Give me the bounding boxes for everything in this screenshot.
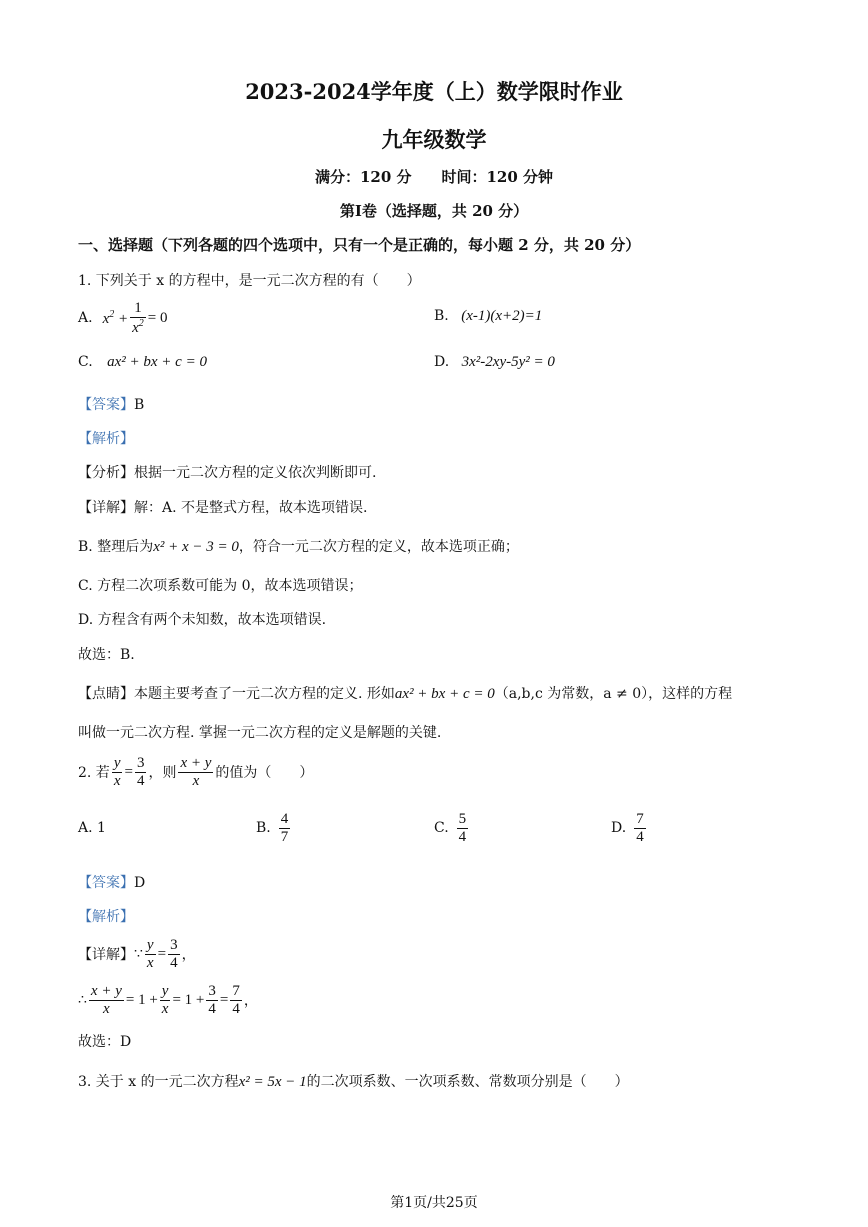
q1-option-b-expr: (x-1)(x+2)=1: [461, 308, 543, 324]
q1-detail-a: 【详解】解：A. 不是整式方程，故本选项错误.: [78, 500, 368, 516]
q1-option-a-expr: $x^2$ +: [102, 308, 129, 327]
q1-stem: 1. 下列关于 x 的方程中，是一元二次方程的有（ ）: [78, 273, 421, 289]
q2-option-a: A. 1: [78, 820, 106, 836]
q1-option-c-expr: ax² + bx + c = 0: [107, 354, 207, 370]
q2-analysis-tag: 【解析】: [78, 909, 134, 925]
q2-fraction-3-over-4: $\frac{3}{4}$: [136, 755, 145, 789]
q1-comment-line1: 【点睛】本题主要考查了一元二次方程的定义. 形如ax² + bx + c = 0（a,b,c 为常数，a ≠ 0），这样的方程: [78, 686, 733, 702]
q2-option-b: B. $\frac{4}{7}$: [256, 811, 289, 845]
q1-analysis-tag: 【解析】: [78, 431, 134, 447]
q3-stem: 3. 关于 x 的一元二次方程x² = 5x − 1的二次项系数、一次项系数、常数项分别是（ ）: [78, 1074, 629, 1090]
doc-title: 2023-2024学年度（上）数学限时作业: [245, 79, 623, 104]
q1-detail-c: C. 方程二次项系数可能为 0，故本选项错误；: [78, 578, 363, 594]
q2-fraction-y-over-x: $\frac{y}{x}$: [113, 755, 121, 789]
q1-choose: 故选：B.: [78, 647, 135, 663]
q1-fenxi: 【分析】根据一元二次方程的定义依次判断即可.: [78, 465, 377, 481]
q2-stem: 2. 若 $\frac{y}{x}$ = $\frac{3}{4}$ ，则 $\frac{x + y}{x}$ 的值为（ ）: [78, 755, 314, 789]
q2-answer: 【答案】D: [78, 875, 146, 891]
q1-option-d: D. 3x²-2xy-5y² = 0: [434, 354, 555, 370]
q2-choose: 故选：D: [78, 1034, 132, 1050]
q1-option-a-label: A.: [78, 310, 93, 326]
doc-meta: 满分：120 分 时间：120 分钟: [314, 168, 554, 186]
q2-detail-line1: 【详解】 ∵ $\frac{y}{x}$ = $\frac{3}{4}$ ，: [78, 937, 196, 971]
doc-subtitle: 九年级数学: [381, 127, 487, 152]
q2-option-d: D. $\frac{7}{4}$: [611, 811, 644, 845]
section-heading: 一、选择题（下列各题的四个选项中，只有一个是正确的，每小题 2 分，共 20 分）: [78, 236, 641, 254]
q1-option-a: A. $x^2$ + $\frac{1}{x^2}$ = 0: [78, 300, 168, 336]
q2-detail-line2: ∴ $\frac{x + y}{x}$ = 1 + $\frac{y}{x}$ = 1 + $\frac{3}{4}$ = $\frac{7}{4}$ ，: [78, 983, 258, 1017]
q1-detail-d: D. 方程含有两个未知数，故本选项错误.: [78, 612, 327, 628]
q2-fraction-xy-over-x: $\frac{x + y}{x}$: [180, 755, 212, 789]
q1-option-d-expr: 3x²-2xy-5y² = 0: [461, 354, 555, 370]
q1-option-a-fraction: $\frac{1}{x^2}$: [132, 300, 144, 336]
q1-answer: 【答案】B: [78, 397, 145, 413]
volume-heading: 第Ⅰ卷（选择题，共 20 分）: [339, 202, 529, 220]
q1-option-b: B. (x-1)(x+2)=1: [434, 308, 543, 324]
page-number: 第1页/共25页: [390, 1195, 478, 1211]
q1-comment-line2: 叫做一元二次方程. 掌握一元二次方程的定义是解题的关键.: [78, 725, 442, 741]
q2-option-c: C. $\frac{5}{4}$: [434, 811, 467, 845]
q1-option-c: C. ax² + bx + c = 0: [78, 354, 207, 370]
q1-detail-b: B. 整理后为x² + x − 3 = 0，符合一元二次方程的定义，故本选项正确；: [78, 539, 519, 555]
